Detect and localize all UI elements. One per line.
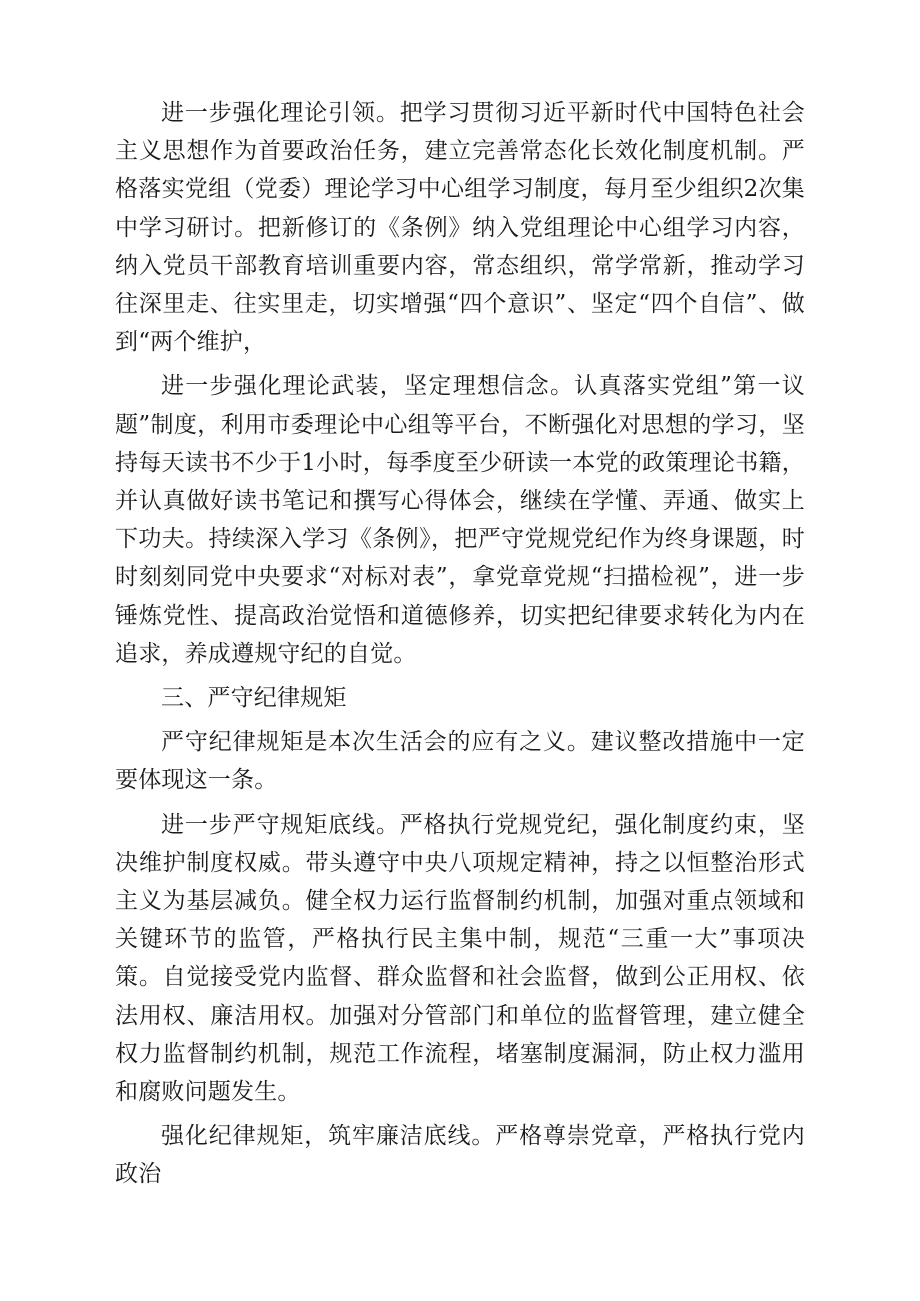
- section-heading: 三、严守纪律规矩: [161, 685, 347, 712]
- paragraph-theory-guidance: 进一步强化理论引领。把学习贯彻习近平新时代中国特色社会主义思想作为首要政治任务，建立完善常态化长效化制度机制。严格落实党组（党委）理论学习中心组学习制度，每月至少组织2次集中学习研讨。把新修订的《条例》纳入党组理论中心组学习内容，纳入党员干部教育培训重要内容，常态组织，常学常新，推动学习往深里走、往实里走，切实增强“四个意识”、坚定“四个自信”、做到“两个维护，: [115, 100, 805, 356]
- paragraph-integrity-bottom-line: 强化纪律规矩，筑牢廉洁底线。严格尊崇党章，严格执行党内政治: [115, 1123, 805, 1188]
- paragraph-rules-bottom-line: 进一步严守规矩底线。严格执行党规党纪，强化制度约束，坚决维护制度权威。带头遵守中央八项规定精神，持之以恒整治形式主义为基层减负。健全权力运行监督制约机制，加强对重点领域和关键环节的监管，严格执行民主集中制，规范“三重一大”事项决策。自觉接受党内监督、群众监督和社会监督，做到公正用权、依法用权、廉洁用权。加强对分管部门和单位的监督管理，建立健全权力监督制约机制，规范工作流程，堵塞制度漏洞，防止权力滥用和腐败问题发生。: [115, 811, 805, 1106]
- paragraph-discipline-intro: 严守纪律规矩是本次生活会的应有之义。建议整改措施中一定要体现这一条。: [115, 729, 805, 794]
- paragraph-theory-armament: 进一步强化理论武装，坚定理想信念。认真落实党组”第一议题”制度，利用市委理论中心组等平台，不断强化对思想的学习，坚持每天读书不少于1小时，每季度至少研读一本党的政策理论书籍，并认真做好读书笔记和撰写心得体会，继续在学懂、弄通、做实上下功夫。持续深入学习《条例》，把严守党规党纪作为终身课题，时时刻刻同党中央要求“对标对表”，拿党章党规“扫描检视”，进一步锤炼党性、提高政治觉悟和道德修养，切实把纪律要求转化为内在追求，养成遵规守纪的自觉。: [115, 373, 805, 667]
